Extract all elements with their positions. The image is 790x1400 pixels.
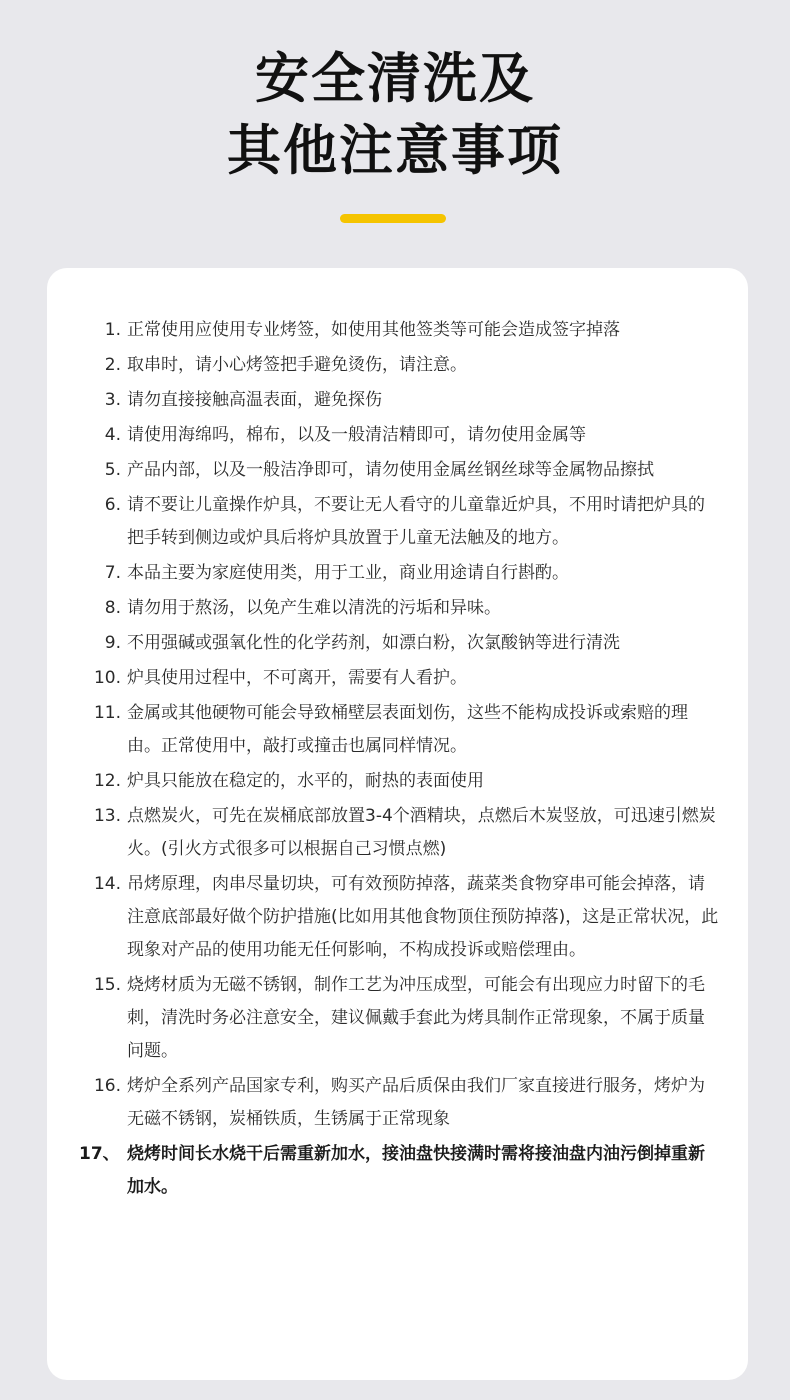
note-number: 12. <box>93 771 121 791</box>
note-item <box>81 662 721 695</box>
notes-list <box>81 314 721 1206</box>
note-item <box>81 800 721 866</box>
note-number: 2. <box>104 355 121 375</box>
note-text: 请勿直接接触高温表面，避免探伤 <box>127 390 382 410</box>
note-number: 5. <box>104 460 121 480</box>
note-item <box>81 314 721 347</box>
note-number: 4. <box>104 425 121 445</box>
note-text: 烧烤材质为无磁不锈钢，制作工艺为冲压成型，可能会有出现应力时留下的毛刺，清洗时务必注意安全，建议佩戴手套此为烤具制作正常现象，不属于质量问题。 <box>127 975 705 1061</box>
note-item <box>81 384 721 417</box>
note-text: 请使用海绵吗，棉布，以及一般清洁精即可，请勿使用金属等 <box>127 425 586 445</box>
note-number: 13. <box>93 806 121 826</box>
note-number: 14. <box>93 874 121 894</box>
note-text: 不用强碱或强氧化性的化学药剂，如漂白粉，次氯酸钠等进行清洗 <box>127 633 620 653</box>
note-text: 取串时，请小心烤签把手避免烫伤，请注意。 <box>127 355 467 375</box>
note-number: 17、 <box>79 1144 120 1164</box>
note-item <box>81 419 721 452</box>
note-text: 吊烤原理，肉串尽量切块，可有效预防掉落，蔬菜类食物穿串可能会掉落，请注意底部最好做个防护措施(比如用其他食物顶住预防掉落)，这是正常状况，此现象对产品的使用功能无任何影响，不构成投诉或赔偿理由。 <box>127 874 719 960</box>
note-item <box>81 1070 721 1136</box>
note-text: 请不要让儿童操作炉具，不要让无人看守的儿童靠近炉具，不用时请把炉具的把手转到侧边或炉具后将炉具放置于儿童无法触及的地方。 <box>127 495 705 548</box>
note-text: 点燃炭火，可先在炭桶底部放置3-4个酒精块，点燃后木炭竖放，可迅速引燃炭火。(引火方式很多可以根据自己习惯点燃) <box>127 806 716 859</box>
note-text: 本品主要为家庭使用类，用于工业，商业用途请自行斟酌。 <box>127 563 569 583</box>
note-number: 8. <box>104 598 121 618</box>
note-text: 烧烤时间长水烧干后需重新加水，接油盘快接满时需将接油盘内油污倒掉重新加水。 <box>127 1144 705 1197</box>
note-text: 金属或其他硬物可能会导致桶壁层表面划伤，这些不能构成投诉或索赔的理由。正常使用中，敲打或撞击也属同样情况。 <box>127 703 688 756</box>
note-number: 1. <box>104 320 121 340</box>
notes-card <box>47 268 748 1380</box>
note-number: 9. <box>104 633 121 653</box>
note-number: 11. <box>93 703 121 723</box>
note-text: 请勿用于熬汤，以免产生难以清洗的污垢和异味。 <box>127 598 501 618</box>
note-number: 7. <box>104 563 121 583</box>
note-item <box>81 454 721 487</box>
note-item <box>81 868 721 967</box>
accent-divider <box>340 214 446 223</box>
note-number: 6. <box>104 495 121 515</box>
note-number: 16. <box>93 1076 121 1096</box>
note-number: 15. <box>93 975 121 995</box>
page-title-line-2: 其他注意事项 <box>227 119 563 182</box>
note-number: 10. <box>93 668 121 688</box>
note-item <box>81 697 721 763</box>
note-item <box>81 592 721 625</box>
note-text: 烤炉全系列产品国家专利，购买产品后质保由我们厂家直接进行服务，烤炉为无磁不锈钢，炭桶铁质，生锈属于正常现象 <box>127 1076 705 1129</box>
note-item <box>81 349 721 382</box>
note-item <box>81 557 721 590</box>
page-title-line-1: 安全清洗及 <box>255 47 535 110</box>
note-item <box>81 489 721 555</box>
note-number: 3. <box>104 390 121 410</box>
note-item <box>81 969 721 1068</box>
note-text: 炉具只能放在稳定的，水平的，耐热的表面使用 <box>127 771 484 791</box>
note-item <box>81 1138 721 1204</box>
note-text: 正常使用应使用专业烤签，如使用其他签类等可能会造成签字掉落 <box>127 320 620 340</box>
note-item <box>81 765 721 798</box>
note-item <box>81 627 721 660</box>
note-text: 产品内部，以及一般洁净即可，请勿使用金属丝钢丝球等金属物品擦拭 <box>127 460 654 480</box>
note-text: 炉具使用过程中，不可离开，需要有人看护。 <box>127 668 467 688</box>
